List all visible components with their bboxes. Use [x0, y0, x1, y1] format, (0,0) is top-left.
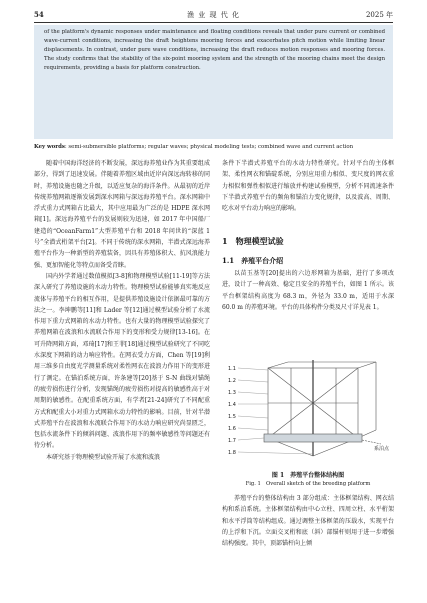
year: 2025 年	[365, 11, 393, 19]
paragraph: 条件下半潜式养殖平台的水动力特性研究。针对平台的主体框架、柔性网衣和锚碇系统，分别应用重力相似、变尺度的网衣重力相似和弹性相似进行缩放并构建试验模型，分析不同流速条件下半潜式养殖平台的频角和锚泊力变化规律，以及波高、周期、吃水对平台动力响应的影响。	[222, 160, 394, 213]
paragraph: 以苗玉基等[20]提出的六边形网箱为基础，进行了多项改进，设计了一种高效、稳定且安全的养殖平台，如图 1 所示。该平台框架结构高度为 68.3 m，外径为 33.0 m，适用于水深 60.0 m 的养殖环境。平台的具体构件分类及尺寸详见表 1。	[222, 270, 394, 311]
figure-label: 1.6	[228, 426, 236, 432]
journal-title: 渔 业 现 代 化	[187, 11, 240, 19]
paragraph: 养殖平台的整体结构由 3 部分组成：主体框架结构、网衣结构和系泊系统。主体框架结构由中心立柱、四周立柱、水平桁架和水平浮筒等结构组成。通过调整主体框架的压载水，实现平台的上浮和下沉。立面交叉桁和底（斜）部锚杆则用于进一步增强结构强度。其中，顶部锚杆向上倾	[222, 495, 394, 548]
keywords	[34, 143, 393, 151]
right-column-mid	[222, 268, 394, 313]
right-column-bottom	[222, 493, 394, 549]
figure-label: 1.7	[228, 438, 236, 444]
figure-label: 1.2	[228, 378, 236, 384]
page-header	[34, 10, 393, 22]
header-rule	[34, 22, 393, 23]
keywords-text: : semi-submersible platforms; regular waves; physical modeling tests; combined wave and current action	[64, 144, 354, 150]
paragraph: 国内外学者通过数值模拟[3-8]和物理模型试验[11-19]等方法深入研究了养殖设施的水动力特性。物理模型试验能够真实地反应流体与养殖平台的相互作用，是提供养殖设施设计依据最可靠的方法之一。李坤鹏等[11]和 Lader 等[12]通过模型试验分析了水流作用下重力式网箱的水动力特性。也有大量的物理模型试验探究了养殖网箱在波浪和水流联合作用下的变形和受力规律[13-16]。在可升降网箱方面，邓琦[17]和王菲[18]通过模型试验研究了不同吃水深度下网箱的动力响应特性。在网衣受力方面，Chen 等[19]利用三维多自由度光学测量系统对柔性网衣在波浪力作用下的变形进行了测定。在锚泊系统方面，许条建等[20]基于 S-N 曲线对锚绳的疲劳损伤进行分析，发现锚绳的疲劳损伤对提高的敏感性高于对周期的敏感性。在配重系统方面，有学者[21-24]研究了不同配重方式和配重大小对重力式网箱水动力特性的影响。目前，针对半潜式养殖平台在波浪和水流联合作用下的水动力响应研究尚显匮乏，包括水流条件下的倾斜问题、波浪作用下的频率敏感性等问题还有待分析。	[34, 272, 210, 450]
figure-caption-cn: 图 1 养殖平台整体结构图	[271, 472, 345, 479]
paragraph: 随着中国海洋经济的不断发展，深远海养殖业作为其重要组成部分，得到了迅速发展。伴随着养殖区域由近岸向深远海转移的同时，养殖设施也随之升级，以适应复杂的海洋条件。从最初的近岸传统养殖网箱逐渐发展到深水网箱与深远海养殖平台。深水网箱中浮式重力式网箱占比最大，其中应用最为广泛的是 HDPE 深水网箱[1]。深远海养殖平台的发展则较为迅速，如 2017 年中国船厂建造的“OceanFarm1”大型养殖平台和 2018 年问世的“深蓝 1 号”全潜式桁架平台[2]。不同于传统的深水网箱，半潜式深远海养殖平台作为一种新型的养殖装备，因具有养殖体积大、抗风浪能力强、更加智能化等特点而备受青睐。	[34, 160, 210, 269]
abstract-english: of the platform's dynamic responses under maintenance and floating conditions reveals that under pure current or combined wave-current conditions, increasing the draft heightens mooring forces and exacerbates pitch motion while limiting linear displacements. In contrast, under pure wave conditions, increasing the draft reduces motion responses and mooring forces. The study confirms that the stability of the six-point mooring system and the strength of the mooring chains meet the design requirements, providing a basis for platform construction.	[44, 29, 385, 71]
mooring-point-label: 系泊点	[374, 446, 390, 452]
figure-label: 1.8	[228, 450, 236, 456]
keywords-label: Key words	[34, 144, 65, 150]
subsection-heading: 1.1 养殖平台介绍	[222, 256, 284, 265]
paragraph: 本研究基于物理模型试验开展了水流和波浪	[46, 453, 161, 461]
platform-figure	[226, 358, 394, 466]
figure-label: 1.5	[228, 414, 236, 420]
left-column	[34, 158, 210, 463]
figure-label: 1.1	[228, 366, 236, 372]
figure-label: 1.4	[228, 402, 236, 408]
figure-caption-en: Fig. 1 Overall sketch of the breeding platform	[245, 481, 371, 487]
section-heading: 1 物理模型试验	[222, 236, 284, 246]
figure-label: 1.3	[228, 390, 236, 396]
page-number: 54	[34, 10, 44, 19]
right-column-top	[222, 158, 394, 214]
